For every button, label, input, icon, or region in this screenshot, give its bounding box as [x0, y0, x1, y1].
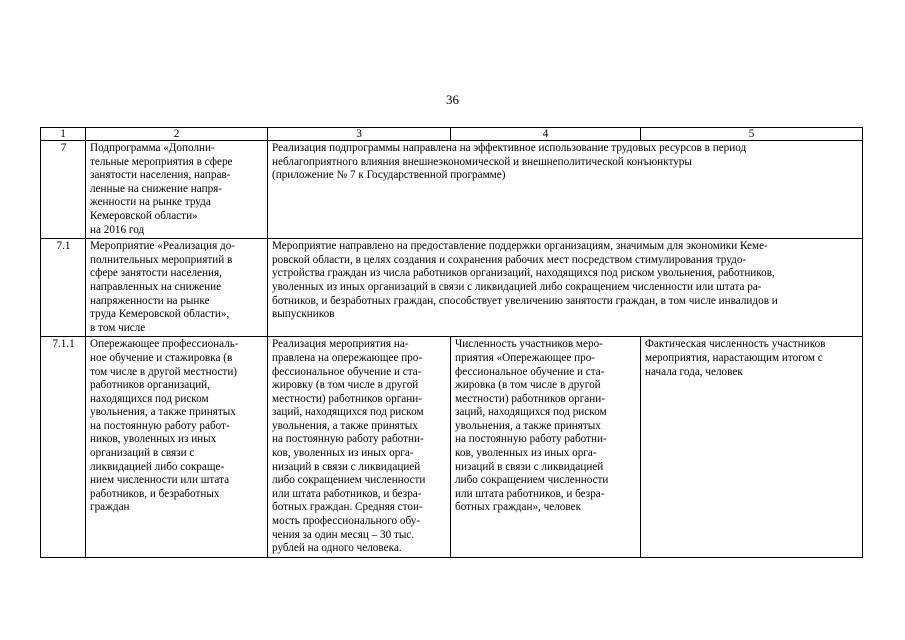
row-number: 7.1.1	[41, 337, 86, 558]
measure-name: Мероприятие «Реализация до- полнительных мероприятий в сфере занятости населения, направленных на снижение напряженности на рынке труда Кемеровской области», в том числе	[86, 239, 268, 337]
table-row	[41, 239, 863, 337]
header-cell-4: 4	[451, 128, 641, 141]
page-number: 36	[446, 92, 459, 107]
row-number: 7	[41, 141, 86, 239]
activity-description: Реализация мероприятия на- правлена на опережающее про- фессиональное обучение и ста- жировку (в том числе в другой местности) работников органи- заций, находящихся под риском увольнения, а также принятых на постоянную работу работни- ков, уволенных из иных орга- низаций в связи с ликвидацией либо сокращением численности или штата работников, и безра- ботных граждан. Средняя стои- мость профессионального обу- чения за один месяц – 30 тыс. рублей на одного человека.	[268, 337, 451, 558]
program-table	[40, 127, 863, 558]
table-row	[41, 141, 863, 239]
measure-description: Мероприятие направлено на предоставление поддержки организациям, значимым для экономики Кеме- ровской области, в целях создания и сохранения рабочих мест посредством стимулирования трудо- устройства граждан из числа работников организаций, находящихся под риском увольнения, работников, уволенных из иных организаций в связи с ликвидацией либо сокращением численности или штата ра- ботников, и безработных граждан, способствует увеличению занятости граждан, в том числе инвалидов и выпускников	[268, 239, 863, 337]
subprogram-name: Подпрограмма «Дополни- тельные мероприятия в сфере занятости населения, направ- ленные на снижение напря- женности на рынке труда Кемеровской области» на 2016 год	[86, 141, 268, 239]
header-cell-1: 1	[41, 128, 86, 141]
header-cell-3: 3	[268, 128, 451, 141]
header-cell-2: 2	[86, 128, 268, 141]
table-header-row	[41, 128, 863, 141]
table-row	[41, 337, 863, 558]
activity-name: Опережающее профессиональ- ное обучение и стажировка (в том числе в другой местности) работников организаций, находящихся под риском увольнения, а также принятых на постоянную работу работ- ников, уволенных из иных организаций в связи с ликвидацией либо сокраще- нием численности или штата работников, и безработных граждан	[86, 337, 268, 558]
row-number: 7.1	[41, 239, 86, 337]
indicator-name: Численность участников меро- приятия «Опережающее про- фессиональное обучение и ста- жировка (в том числе в другой местности) работников органи- заций, находящихся под риском увольнения, а также принятых на постоянную работу работни- ков, уволенных из иных орга- низаций в связи с ликвидацией либо сокращением численности или штата работников, и безра- ботных граждан», человек	[451, 337, 641, 558]
header-cell-5: 5	[641, 128, 863, 141]
indicator-method: Фактическая численность участников мероприятия, нарастающим итогом с начала года, человек	[641, 337, 863, 558]
subprogram-description: Реализация подпрограммы направлена на эффективное использование трудовых ресурсов в период неблагоприятного влияния внешнеэкономической и внешнеполитической конъюнктуры (приложение № 7 к Государственной программе)	[268, 141, 863, 239]
